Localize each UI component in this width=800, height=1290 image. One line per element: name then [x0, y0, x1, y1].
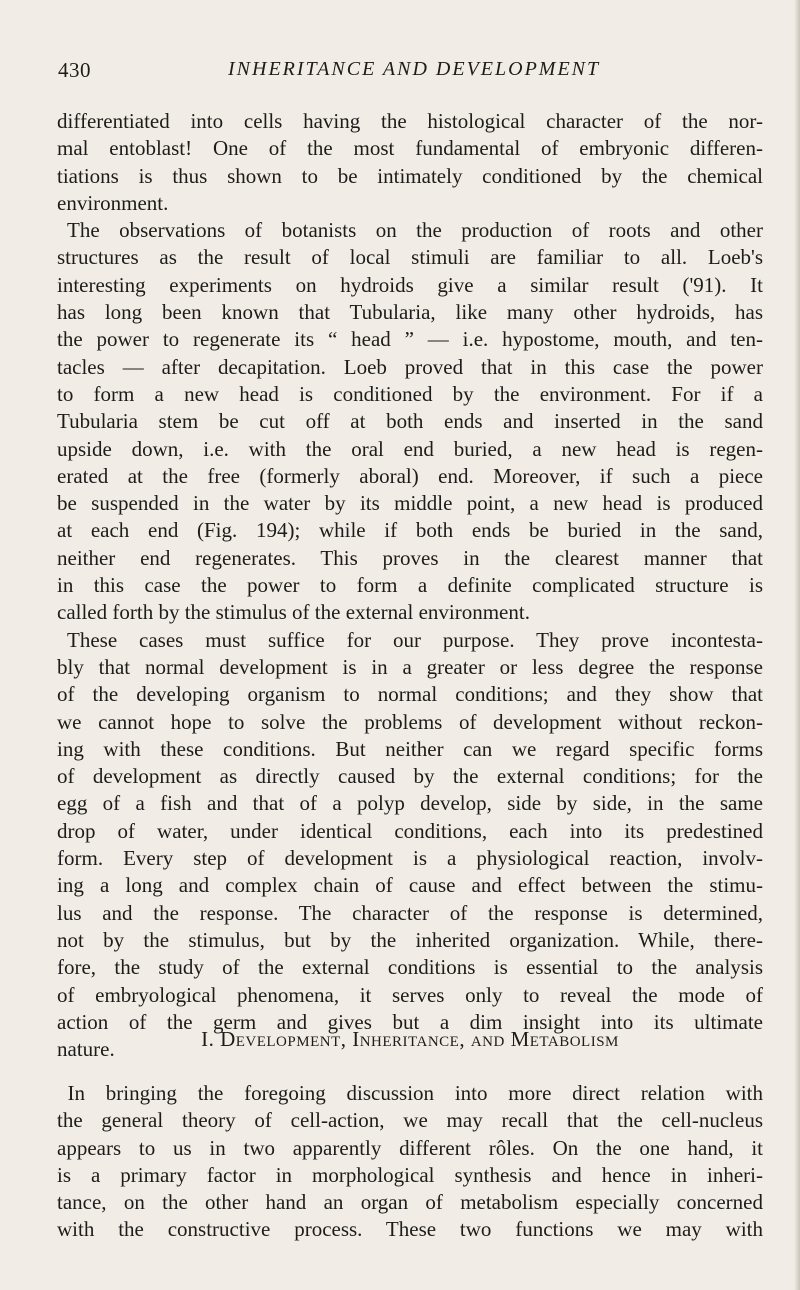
text-line: Tubularia stem be cut off at both ends and inserted in the sand	[57, 409, 763, 434]
paragraph-2	[57, 217, 763, 626]
text-line: differentiated into cells having the histological character of the nor-	[57, 109, 763, 133]
text-line: lus and the response. The character of the response is determined,	[57, 900, 763, 925]
paragraph-1	[57, 108, 763, 217]
text-line: action of the germ and gives but a dim insight into its ultimate	[57, 1009, 763, 1034]
text-line: of development as directly caused by the external conditions; for the	[57, 764, 763, 789]
text-line: we cannot hope to solve the problems of development without reckon-	[57, 709, 763, 734]
text-line: has long been known that Tubularia, like many other hydroids, has	[57, 300, 763, 325]
text-line: nature.	[57, 1037, 115, 1062]
text-line: erated at the free (formerly aboral) end. Moreover, if such a piece	[57, 463, 763, 488]
page-edge-shadow	[794, 0, 800, 1290]
text-line: the power to regenerate its “ head ” — i.e. hypostome, mouth, and ten-	[57, 327, 763, 352]
text-line: environment.	[57, 190, 169, 215]
text-line: in this case the power to form a definite complicated structure is	[57, 573, 763, 598]
body-text-lower	[57, 1080, 763, 1244]
text-line: called forth by the stimulus of the external environment.	[57, 600, 530, 625]
text-line: The observations of botanists on the production of roots and other	[67, 218, 763, 243]
page-number: 430	[58, 58, 91, 82]
text-line: to form a new head is conditioned by the environment. For if a	[57, 381, 763, 406]
text-line: be suspended in the water by its middle point, a new head is produced	[57, 491, 763, 516]
text-line: of the developing organism to normal conditions; and they show that	[57, 682, 763, 707]
text-line: In bringing the foregoing discussion into more direct relation with	[67, 1081, 763, 1105]
text-line: egg of a fish and that of a polyp develop, side by side, in the same	[57, 791, 763, 816]
body-text-upper	[57, 108, 763, 1063]
text-line: the general theory of cell-action, we may recall that the cell-nucleus	[57, 1108, 763, 1133]
text-line: tiations is thus shown to be intimately conditioned by the chemical	[57, 163, 763, 188]
text-line: ing a long and complex chain of cause and effect between the stimu-	[57, 873, 763, 898]
running-head: INHERITANCE AND DEVELOPMENT	[228, 58, 601, 80]
text-line: is a primary factor in morphological synthesis and hence in inheri-	[57, 1162, 763, 1187]
text-line: form. Every step of development is a physiological reaction, involv-	[57, 846, 763, 871]
text-line: with the constructive process. These two functions we may with	[57, 1217, 763, 1242]
paragraph-3	[57, 627, 763, 1064]
text-line: upside down, i.e. with the oral end buried, a new head is regen-	[57, 436, 763, 461]
text-line: ing with these conditions. But neither can we regard specific forms	[57, 736, 763, 761]
text-line: at each end (Fig. 194); while if both ends be buried in the sand,	[57, 518, 763, 543]
text-line: neither end regenerates. This proves in the clearest manner that	[57, 545, 763, 570]
text-line: These cases must suffice for our purpose. They prove incontesta-	[67, 627, 763, 652]
text-line: drop of water, under identical conditions, each into its predestined	[57, 818, 763, 843]
text-line: bly that normal development is in a greater or less degree the response	[57, 654, 763, 679]
text-line: of embryological phenomena, it serves only to reveal the mode of	[57, 982, 763, 1007]
text-line: tance, on the other hand an organ of metabolism especially concerned	[57, 1190, 763, 1215]
section-heading: I. Development, Inheritance, and Metabolism	[201, 1027, 619, 1051]
text-line: tacles — after decapitation. Loeb proved that in this case the power	[57, 354, 763, 379]
text-line: appears to us in two apparently different rôles. On the one hand, it	[57, 1135, 763, 1160]
paragraph-4	[57, 1080, 763, 1244]
page-header	[58, 58, 758, 88]
text-line: mal entoblast! One of the most fundamental of embryonic differen-	[57, 136, 763, 161]
text-line: interesting experiments on hydroids give a similar result ('91). It	[57, 272, 763, 297]
text-line: structures as the result of local stimuli are familiar to all. Loeb's	[57, 245, 763, 270]
text-line: not by the stimulus, but by the inherited organization. While, there-	[57, 927, 763, 952]
text-line: fore, the study of the external conditions is essential to the analysis	[57, 955, 763, 980]
